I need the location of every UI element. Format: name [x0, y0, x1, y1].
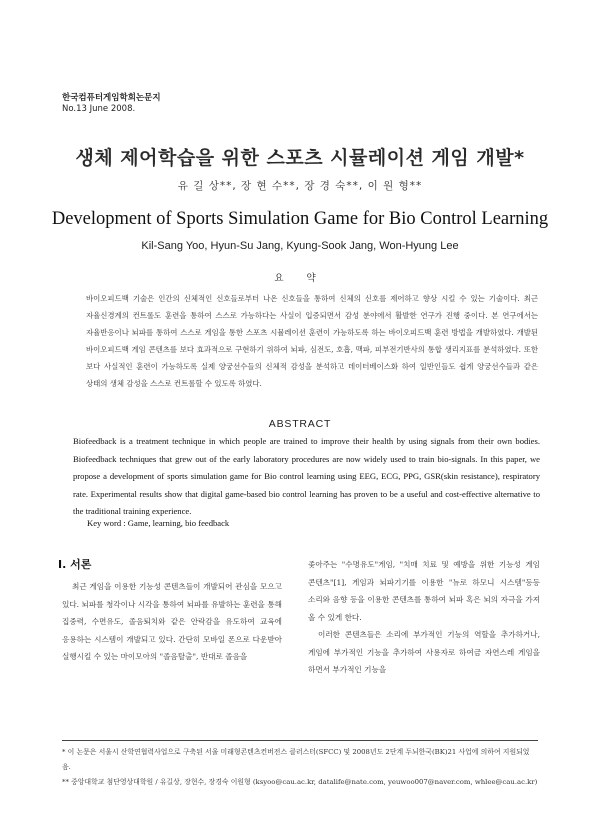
- body-column-right: [308, 556, 540, 679]
- keywords: Key word : Game, learning, bio feedback: [87, 518, 230, 528]
- intro-paragraph-2: 이러한 콘텐츠들은 소리에 부가적인 기능의 역할을 추가하거나, 게임에 부가적인 기능을 추가하여 사용자로 하여금 자연스레 게임을 하면서 부가적인 기능을: [308, 630, 540, 674]
- footnote-funding: * 이 논문은 서울시 산학연협력사업으로 구축된 서울 미래형콘텐츠컨버전스 클러스터(SFCC) 및 2008년도 2단계 두뇌한국(BK)21 사업에 의하여 지원되었음.: [62, 748, 530, 771]
- body-column-left: [62, 578, 282, 666]
- footnote-divider: [62, 740, 538, 741]
- journal-issue: No.13 June 2008.: [62, 104, 136, 114]
- journal-name: 한국컴퓨터게임학회논문지: [62, 93, 161, 103]
- abstract-english-text: Biofeedback is a treatment technique in which people are trained to improve their health by using signals from their own bodies. Biofeedback techniques that grew out of the early laboratory procedures are now widely used to train bio-signals. In this paper, we propose a development of sports simulation game for Bio control learning using EEG, ECG, PPG, GSR(skin resistance), respiratory rate. Experimental results show that digital game-based bio control learning has proven to be a useful and cost-effective alternative to the traditional training experience.: [73, 436, 540, 516]
- intro-paragraph-1: 최근 게임을 이용한 기능성 콘텐츠들이 개발되어 관심을 모으고 있다. 뇌파를 청각이나 시각을 통하여 뇌파를 유발하는 훈련을 통해 집중력, 수면유도, 졸음퇴치와 같은 안락감을 유도하여 교육에 응용하는 시스템이 개발되고 있다. 간단히 모바일 폰으로 다운받아 실행시킬 수 있는 마이모아의 "졸음탈출", 반대로 졸음을: [62, 582, 282, 661]
- abstract-korean-text: 바이오피드백 기술은 인간의 신체적인 신호들로부터 나온 신호들을 통하여 신체의 신호를 제어하고 향상 시킬 수 있는 기술이다. 최근 자율신경계의 컨트롤도 훈련을 통하여 스스로 가능하다는 사실이 입증되면서 감성 분야에서 활발한 연구가 진행 중이다. 본 연구에서는 자율반응이나 뇌파를 통하여 스스로 게임을 통한 스포츠 시뮬레이션 훈련이 가능하도록 하는 바이오피드백 훈련 방법을 개발하였다. 개발된 바이오피드백 게임 콘텐츠를 보다 효과적으로 구현하기 위하여 뇌파, 심전도, 호흡, 맥파, 피부전기반사의 통합 생리지표를 분석하였다. 또한 보다 사실적인 훈련이 가능하도록 실제 양궁선수들의 신체적 감성을 분석하고 데이터베이스화 하여 일반인들도 쉽게 양궁선수들과 같은 상태의 생체 감성을 스스로 컨트롤할 수 있도록 하였다.: [86, 294, 538, 388]
- abstract-korean-heading: 요 약: [274, 273, 326, 284]
- paper-title-english: Development of Sports Simulation Game for Bio Control Learning: [51, 209, 549, 229]
- abstract-english-heading: ABSTRACT: [268, 418, 332, 430]
- authors-korean: 유 길 상**, 장 현 수**, 장 경 숙**, 이 원 형**: [177, 180, 423, 192]
- footnote-affiliation: ** 중앙대학교 첨단영상대학원 / 유길상, 장현수, 장경숙 이원형 (ksyoo@cau.ac.kr, datalife@nate.com, yeuwoo007@naver.com, whlee@cau.ac.kr): [62, 778, 538, 786]
- footnotes: [62, 745, 538, 790]
- intro-paragraph-1-continued: 좇아주는 "수명유도"게임, "치매 치료 및 예방을 위한 기능성 게임 콘텐츠"[1], 게임과 뇌파기기를 이용한 "뉴로 하모니 시스템"등등 소리와 음향 등을 이용한 콘텐츠를 통하여 뇌파 혹은 뇌의 자극을 가져 올 수 있게 한다.: [308, 560, 540, 622]
- section-heading-introduction: Ⅰ. 서론: [58, 558, 92, 571]
- paper-title-korean: 생체 제어학습을 위한 스포츠 시뮬레이션 게임 개발*: [75, 147, 525, 169]
- authors-english: Kil-Sang Yoo, Hyun-Su Jang, Kyung-Sook Jang, Won-Hyung Lee: [141, 240, 459, 252]
- journal-header: [62, 93, 161, 115]
